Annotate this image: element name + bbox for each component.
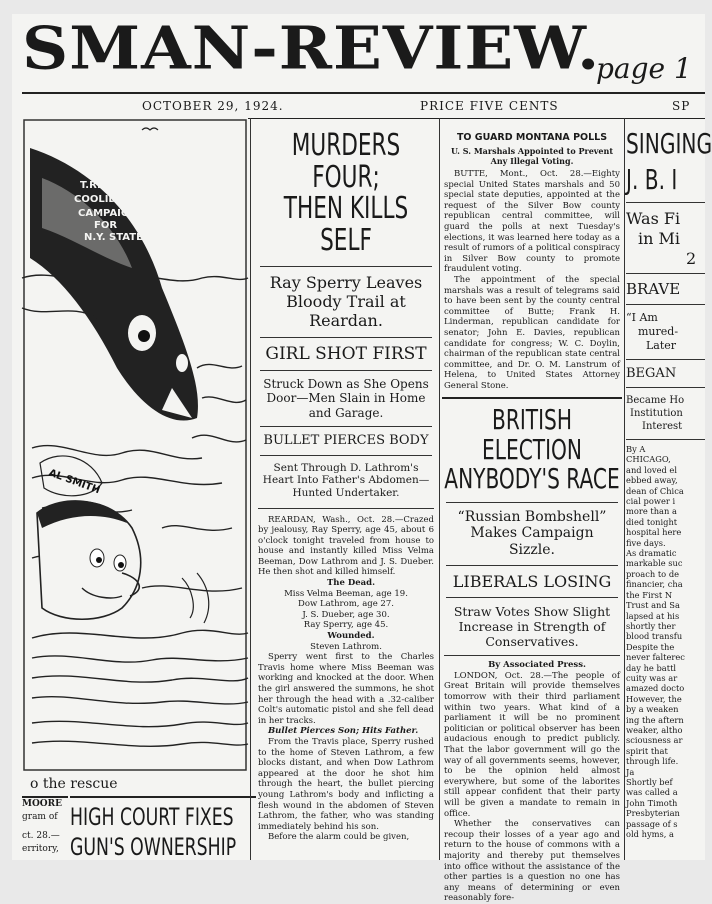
british-election-headline: BRITISH ELECTION ANYBODY'S RACE (444, 403, 620, 496)
murder-story-column (256, 118, 436, 860)
chicago-story-line: was called a (626, 787, 678, 798)
issue-date: OCTOBER 29, 1924. (142, 99, 284, 113)
election-byline: By Associated Press. (488, 660, 586, 671)
murder-deck-4: BULLET PIERCES BODY (260, 426, 432, 455)
election-deck-2: LIBERALS LOSING (446, 565, 618, 597)
chicago-story-line: spirit that (626, 745, 668, 756)
handwritten-page-note: page 1 (596, 52, 692, 85)
dateline-bar (22, 92, 705, 119)
masthead (22, 14, 705, 90)
swimmer-label: AL SMITH (47, 467, 102, 497)
chicago-story-line: died tonight (626, 516, 678, 527)
chicago-story-line: Despite the (626, 641, 675, 652)
chicago-story-line: never falterec (626, 652, 685, 663)
murder-story-body: REARDAN, Wash., Oct. 28.—Crazed by jealousy, Ray Sperry, age 45, about 6 o'clock tonight traveled from house to house and instantly killed Miss Velma Beeman, Dow Lathrom and J. S. Dueber. He then shot and killed himself. The Dead. Miss Velma Beeman, age 19. Dow Lathrom, age 27. J. S. Dueber, age 30. Ray Sperry, age 45. Wounded. Steven Lathrom. Sperry went first to the Charles Travis home where Miss Beeman was working and knocked at the door. When the girl answered the summons, he shot her through the head with a .32-caliber Colt's automatic pistol and she fell dead in her tracks. Bullet Pierces Son; Hits Father. From the Travis place, Sperry rushed to the home of Steven Lathrom, a few blocks distant, and when Dow Lathrom appeared at the door he shot him through the heart, the bullet piercing young Lathrom's body and inflicting a flesh wound in the abdomen of Steven Lathrom, the father, who was standing immediately behind his son. Before the alarm could be given, (258, 508, 434, 843)
chicago-story-line: proach to de (626, 568, 680, 579)
chicago-story-line: CHICAGO, (626, 454, 671, 465)
chicago-story-line: weaker, altho (626, 724, 683, 735)
chicago-story-line: amazed docto (626, 683, 685, 694)
chicago-story-line: However, the (626, 693, 682, 704)
issue-price: PRICE FIVE CENTS (420, 99, 559, 113)
svg-text:COOLIDGE: COOLIDGE (74, 194, 132, 205)
montana-body: BUTTE, Mont., Oct. 28.—Eighty special United States marshals and 50 special state deputies, appointed at the request of the Silver Bow county republican central committee, will guard the polls at next Tuesday's elections, it was learned here today as a result of rumors of a political conspiracy in Silver Bow county to promote fraudulent voting. The appointment of the special marshals was a result of telegrams said to have been sent by the county central committee of Butte; Frank H. Linderman, republican candidate for senator; John E. Davies, republican candidate for congress; W. C. Doylin, chairman of the republican state central committee, and Dr. O. M. Lanstrum of Helena, to United States Attorney General Stone. (444, 169, 620, 391)
chicago-story-line: Trust and Sa (626, 600, 680, 611)
chicago-story-line: cial power i (626, 496, 676, 507)
chicago-story-line: Ja (626, 766, 635, 777)
news-column-3 (442, 118, 622, 904)
political-cartoon (22, 118, 248, 774)
masthead-title: SMAN-REVIEW. (22, 14, 601, 83)
chicago-story-line: financier, cha (626, 579, 683, 590)
chicago-story-line: more than a (626, 506, 677, 517)
chicago-story-line: cuity was ar (626, 672, 678, 683)
election-deck-1: “Russian Bombshell” Makes Campaign Sizzle. (446, 502, 618, 565)
chicago-story-line: Shortly bef (626, 777, 673, 787)
high-court-headline: HIGH COURT FIXES GUN'S OWNERSHIP (70, 796, 256, 862)
chicago-story-line: five days. (626, 537, 666, 548)
dateline-fragment: SP (672, 99, 691, 113)
brave-deck: BRAVE (626, 273, 705, 298)
chicago-story-line: old hyms, a (626, 829, 674, 840)
chicago-story-line: shortly ther (626, 620, 676, 631)
chicago-story-line: dean of Chica (626, 485, 684, 496)
column-rule (624, 118, 625, 860)
murder-deck-2: GIRL SHOT FIRST (260, 337, 432, 370)
cartoon-illustration (22, 118, 248, 774)
moore-fragment: MOORE gram of ct. 28.— erritory, (22, 796, 68, 862)
news-column-4-cropped (626, 118, 712, 860)
singing-headline: SINGING J. B. I (626, 127, 712, 196)
chicago-story-line: Presbyterian (626, 808, 680, 819)
column-rule (250, 118, 251, 860)
chicago-story-line: by a weaken (626, 704, 679, 715)
svg-text:CAMPAIGN: CAMPAIGN (78, 208, 138, 219)
chicago-story-line: lapsed at his (626, 610, 680, 621)
svg-text:T.R.-: T.R.- (80, 180, 105, 191)
chicago-story-line: By A (626, 444, 646, 454)
column-rule (439, 118, 440, 860)
murders-headline: MURDERS FOUR; THEN KILLS SELF (283, 128, 409, 258)
election-deck-3: Straw Votes Show Slight Increase in Strength of Conservatives. (446, 597, 618, 655)
chicago-story-line: the First N (626, 589, 673, 600)
chicago-story-line: day he battl (626, 662, 677, 673)
chicago-story-line: through life. (626, 756, 679, 767)
svg-text:FOR: FOR (94, 220, 118, 231)
chicago-story-line: and loved el (626, 464, 677, 475)
quote-deck: “I Am mured- Later (626, 304, 705, 353)
murder-deck-5: Sent Through D. Lathrom's Heart Into Father's Abdomen—Hunted Undertaker. (260, 455, 432, 506)
cartoon-caption: o the rescue (30, 776, 118, 792)
murder-deck-3: Struck Down as She Opens Door—Men Slain in Home and Garage. (260, 370, 432, 426)
election-body: By Associated Press. LONDON, Oct. 28.—The people of Great Britain will provide themselves tomorrow with their third parliament within two years. What kind of a parliament it will be no prominent politician or political observer has been audacious enough to predict publicly. That the labor government will go the way of all governments seems, however, to be the opinion held almost everywhere, but some of the laborites still appear confident that their party will be given a mandate to remain in office. Whether the conservatives can recoup their losses of a year ago and return to the house of commons with a majority and thereby put themselves into office without the assistance of the other parties is a question no one has any means of determining or even reasonably fore- (444, 655, 620, 904)
montana-headline: TO GUARD MONTANA POLLS (456, 132, 608, 143)
began-deck: BEGAN (626, 359, 705, 381)
chicago-story-line: ebbed away, (626, 475, 678, 486)
chicago-story-line: As dramatic (626, 548, 677, 559)
chicago-story-line: John Timoth (626, 797, 678, 808)
chicago-story-line: ing the aftern (626, 714, 684, 725)
chicago-story-line: blood transfu (626, 631, 683, 642)
svg-text:N.Y. STATE: N.Y. STATE (84, 232, 143, 243)
newspaper-page (12, 14, 712, 904)
became-deck: Became Ho Institution Interest (626, 387, 705, 433)
chicago-story-line: markable suc (626, 558, 683, 569)
chicago-story-line: hospital here (626, 527, 682, 538)
chicago-story-line: passage of s (626, 818, 678, 829)
murder-deck-1: Ray Sperry Leaves Bloody Trail at Reardan. (260, 266, 432, 337)
singing-deck: Was Fi in Mi 2 (626, 202, 705, 269)
montana-deck: U. S. Marshals Appointed to Prevent Any Illegal Voting. (450, 146, 614, 166)
chicago-story-line: sciousness ar (626, 735, 683, 746)
chicago-story-body (626, 439, 705, 839)
